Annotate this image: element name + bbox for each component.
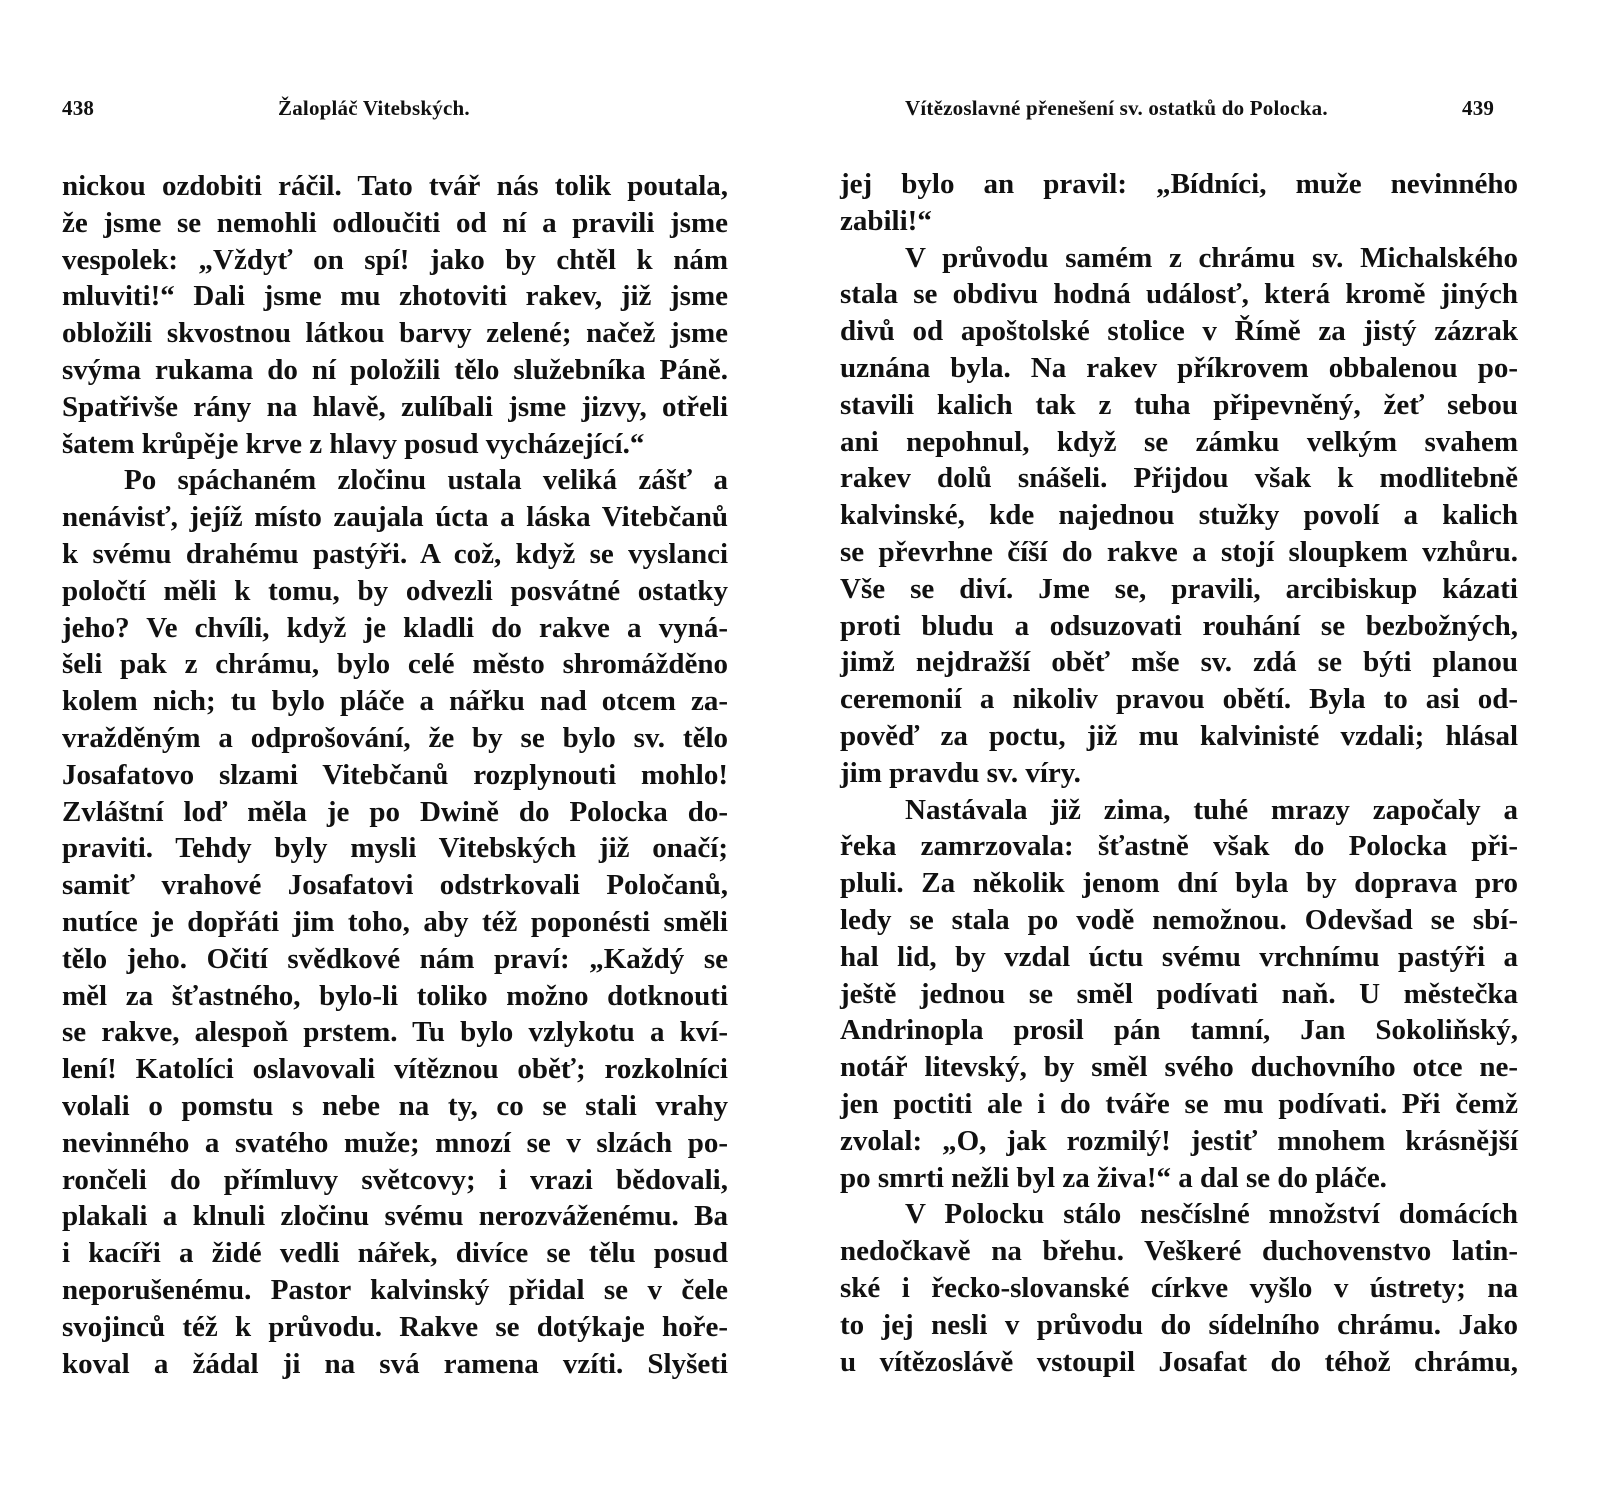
text-line: uznána byla. Na rakev příkrovem obbalenou po- [840, 351, 1518, 384]
text-line: Andrinopla prosil pán tamní, Jan Sokoliňský, [840, 1014, 1518, 1047]
text-line: jej bylo an pravil: „Bídníci, muže nevinného [840, 168, 1518, 200]
text-line: nevinného a svatého muže; mnozí se v slzách po- [62, 1126, 728, 1159]
text-line: kalvinské, kde najednou stužky povolí a kalich [840, 499, 1518, 532]
text-line: notář litevský, by směl svého duchovního otce ne- [840, 1051, 1518, 1084]
text-line: lení! Katolíci oslavovali vítěznou oběť; rozkolníci [62, 1053, 728, 1086]
text-line: hal lid, by vzdal úctu svému vrchnímu pastýři a [840, 940, 1518, 973]
text-line: jim pravdu sv. víry. [840, 756, 1081, 789]
text-line: volali o pomstu s nebe na ty, co se stali vrahy [62, 1089, 728, 1122]
text-line: mluviti!“ Dali jsme mu zhotoviti rakev, již jsme [62, 280, 728, 313]
text-line: nickou ozdobiti ráčil. Tato tvář nás tolik poutala, [62, 170, 728, 202]
text-line: Josafatovo slzami Vitebčanů rozplynouti mohlo! [62, 758, 728, 791]
text-line: poločtí měli k tomu, by odvezli posvátné ostatky [62, 574, 728, 607]
text-line: ani nepohnul, když se zámku velkým svahem [840, 425, 1518, 458]
text-line: tělo jeho. Očití svědkové nám praví: „Každý se [62, 942, 728, 975]
text-line: že jsme se nemohli odloučiti od ní a pravili jsme [62, 206, 728, 239]
left-page-number: 438 [62, 96, 95, 120]
text-line: vespolek: „Vždyť on spí! jako by chtěl k nám [62, 243, 728, 276]
text-line: k svému drahému pastýři. A což, když se vyslanci [62, 537, 728, 570]
right-running-head: Vítězoslavné přenešení sv. ostatků do Polocka. [905, 96, 1328, 120]
text-line: i kacíři a židé vedli nářek, divíce se tělu posud [62, 1237, 728, 1270]
text-line: ledy se stala po vodě nemožnou. Odevšad se sbí- [840, 903, 1518, 936]
text-line: stavili kalich tak z tuha připevněný, žeť sebou [840, 388, 1518, 421]
right-page-number: 439 [1462, 96, 1495, 120]
text-line: proti bludu a odsuzovati rouhání se bezbožných, [840, 609, 1518, 642]
text-line: samiť vrahové Josafatovi odstrkovali Poločanů, [62, 869, 728, 902]
text-line: jeho? Ve chvíli, když je kladli do rakve a vyná- [62, 611, 728, 644]
text-line: šeli pak z chrámu, bylo celé město shromážděno [62, 648, 728, 681]
left-running-head: Žalopláč Vitebských. [278, 96, 470, 120]
text-line: Po spáchaném zločinu ustala veliká zášť a [124, 464, 728, 497]
text-line: nenávisť, jejíž místo zaujala úcta a láska Vitebčanů [62, 501, 728, 534]
text-line: se rakve, alespoň prstem. Tu bylo vzlykotu a kví- [62, 1016, 728, 1049]
text-line: V Polocku stálo nesčíslné množství domácích [905, 1198, 1518, 1231]
text-line: to jej nesli v průvodu do sídelního chrámu. Jako [840, 1308, 1518, 1341]
text-line: svýma rukama do ní položili tělo služebníka Páně. [62, 353, 728, 386]
text-line: rakev dolů snášeli. Přijdou však k modlitebně [840, 462, 1518, 495]
text-line: neporušenému. Pastor kalvinský přidal se v čele [62, 1273, 728, 1306]
text-line: svojinců též k průvodu. Rakve se dotýkaje hoře- [62, 1310, 728, 1343]
text-line: kolem nich; tu bylo pláče a nářku nad otcem za- [62, 685, 728, 718]
text-line: plakali a klnuli zločinu svému nerozváženému. Ba [62, 1200, 728, 1233]
text-line: V průvodu samém z chrámu sv. Michalského [905, 241, 1518, 274]
text-line: stala se obdivu hodná událosť, která kromě jiných [840, 278, 1518, 311]
text-line: po smrti nežli byl za živa!“ a dal se do pláče. [840, 1161, 1387, 1194]
text-line: pluli. Za několik jenom dní byla by doprava pro [840, 867, 1518, 900]
text-line: šatem krůpěje krve z hlavy posud vycházející.“ [62, 427, 645, 460]
text-line: u vítězoslávě vstoupil Josafat do téhož chrámu, [840, 1345, 1518, 1378]
text-line: řeka zamrzovala: šťastně však do Polocka při- [840, 830, 1518, 863]
text-line: měl za šťastného, bylo-li toliko možno dotknouti [62, 979, 728, 1012]
text-line: nedočkavě na břehu. Veškeré duchovenstvo latin- [840, 1235, 1518, 1268]
text-line: divů od apoštolské stolice v Římě za jistý zázrak [840, 315, 1518, 348]
text-line: praviti. Tehdy byly mysli Vitebských již onačí; [62, 832, 728, 865]
text-line: koval a žádal ji na svá ramena vzíti. Slyšeti [62, 1347, 728, 1380]
text-line: rončeli do přímluvy světcovy; i vrazi bědovali, [62, 1163, 728, 1196]
right-text-column [840, 166, 1518, 1380]
text-line: Vše se diví. Jme se, pravili, arcibiskup kázati [840, 572, 1518, 605]
text-line: obložili skvostnou látkou barvy zelené; načež jsme [62, 317, 728, 350]
text-line: Spatřivše rány na hlavě, zulíbali jsme jizvy, otřeli [62, 390, 728, 423]
text-line: ještě jednou se směl podívati naň. U městečka [840, 977, 1518, 1010]
text-line: pověď za poctu, již mu kalvinisté vzdali; hlásal [840, 719, 1518, 752]
left-text-column [62, 168, 728, 1382]
text-line: vražděným a odprošování, že by se bylo sv. tělo [62, 721, 728, 754]
text-line: jen poctiti ale i do tváře se mu podívati. Při čemž [840, 1087, 1518, 1120]
text-line: zvolal: „O, jak rozmilý! jestiť mnohem krásnější [840, 1124, 1518, 1157]
text-line: jimž nejdražší oběť mše sv. zdá se býti planou [840, 646, 1518, 679]
text-line: Nastávala již zima, tuhé mrazy započaly a [905, 793, 1518, 826]
text-line: Zvláštní loď měla je po Dwině do Polocka do- [62, 795, 728, 828]
text-line: ceremonií a nikoliv pravou obětí. Byla to asi od- [840, 683, 1518, 716]
text-line: nutíce je dopřáti jim toho, aby též poponésti směli [62, 905, 728, 938]
text-line: se převrhne číší do rakve a stojí sloupkem vzhůru. [840, 535, 1518, 568]
text-line: zabili!“ [840, 204, 932, 237]
text-line: ské i řecko-slovanské církve vyšlo v ústrety; na [840, 1271, 1518, 1304]
